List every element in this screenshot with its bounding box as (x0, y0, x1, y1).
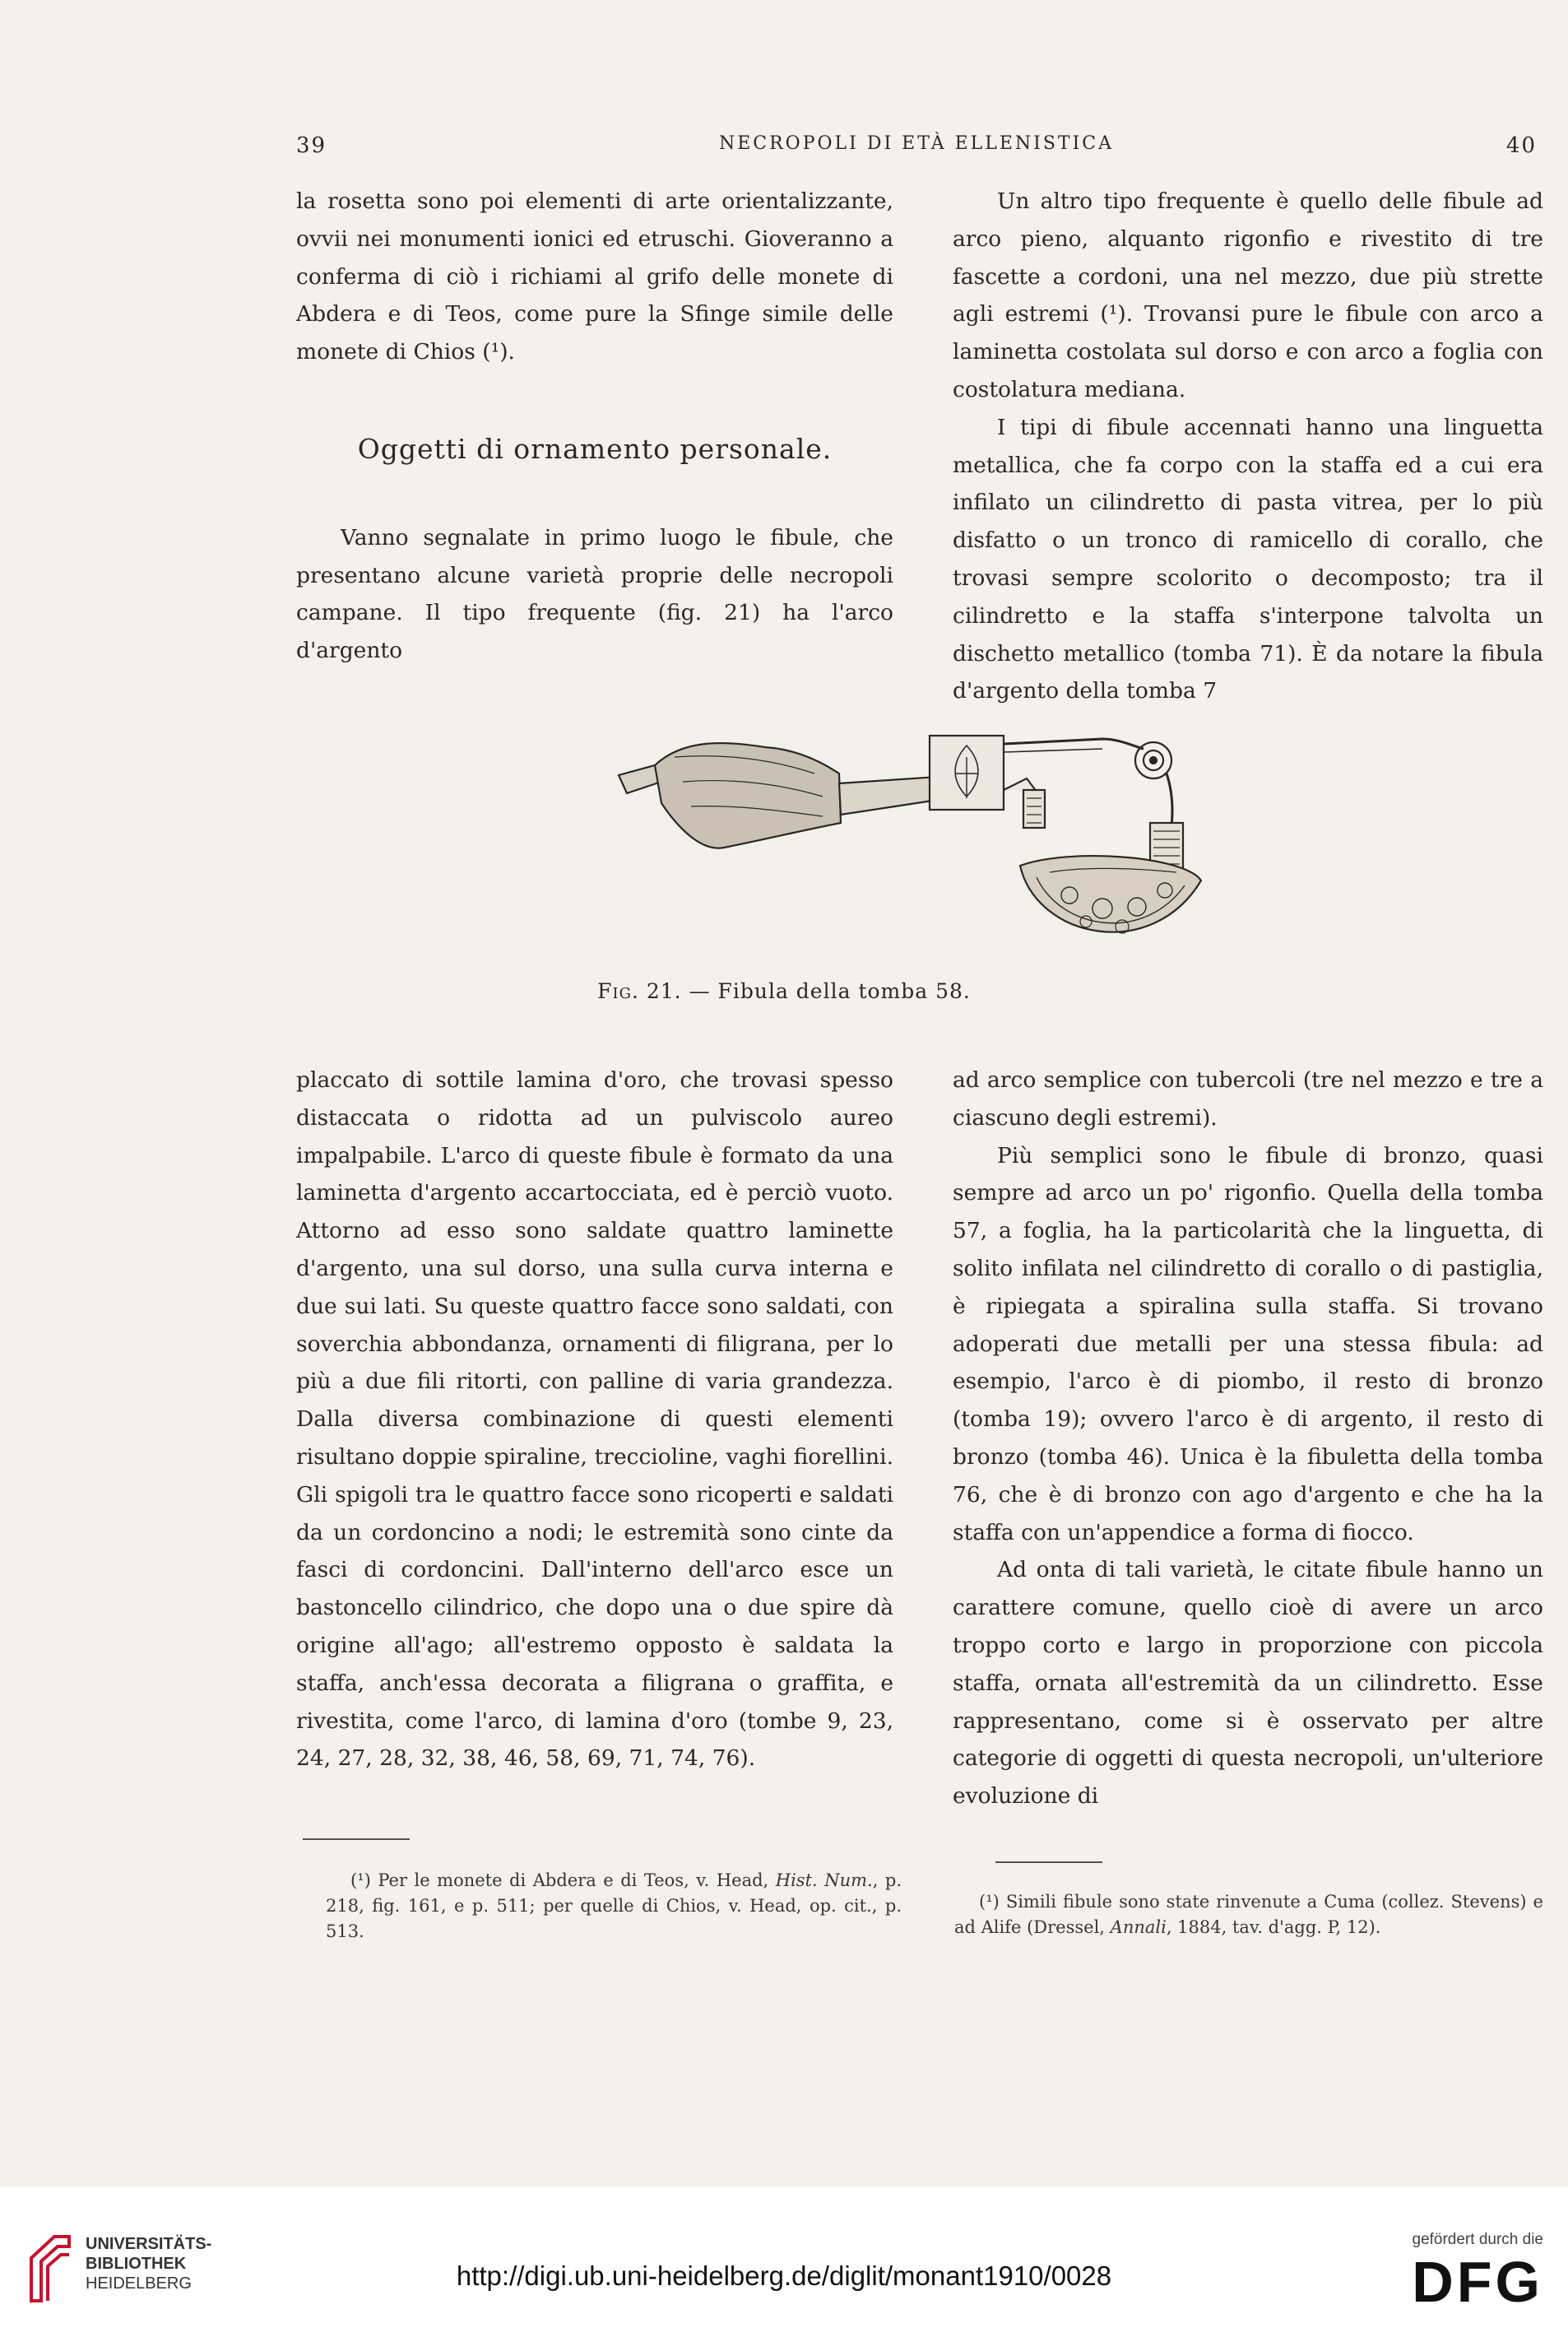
footnote-text: , p. 218, fig. 161, e p. 511; per quelle di Chios, v. Head, op. cit., p. 513. (326, 1870, 902, 1941)
paragraph: Ad onta di tali varietà, le citate fibule hanno un carattere comune, quello cioè di avere un arco troppo corto e largo in proporzione con piccola staffa, ornata all'estremità da un cilindretto. Esse rappresentano, come si è osservato per altre categorie di oggetti di questa necropoli, un'ulteriore evoluzione di (953, 1557, 1543, 1810)
paragraph: Più semplici sono le fibule di bronzo, quasi sempre ad arco un po' rigonfio. Quella della tomba 57, a foglia, ha la particolarità che la linguetta, di solito infilata nel cilindretto di corallo o di pastiglia, è ripiegata a spiralina sulla staffa. Si trovano adoperati due metalli per una stessa fibula: ad esempio, l'arco è di piombo, il resto di bronzo (tomba 19); ovvero l'arco è di argento, il resto di bronzo (tomba 46). Unica è la fibuletta della tomba 76, che è di bronzo con ago d'argento e che ha la staffa con un'appendice a forma di fiocco. (953, 1142, 1543, 1545)
figure-caption (0, 979, 1568, 1003)
funding-label: gefördert durch die (1412, 2231, 1543, 2248)
paragraph: Un altro tipo frequente è quello delle fibule ad arco pieno, alquanto rigonfio e rivestito di tre fascette a cordoni, una nel mezzo, due più strette agli estremi (¹). Trovansi pure le fibule con arco a laminetta costolata sul dorso e con arco a foglia con costolatura mediana. (953, 188, 1543, 402)
running-title: NECROPOLI DI ETÀ ELLENISTICA (718, 133, 1115, 154)
left-column-bottom (296, 1062, 893, 1777)
footnote-text: , 1884, tav. d'agg. P, 12). (1166, 1917, 1381, 1937)
page-number-right: 40 (1505, 133, 1537, 158)
figure-caption-text: — Fibula della tomba 58. (689, 979, 971, 1003)
source-url-link[interactable]: http://digi.ub.uni-heidelberg.de/diglit/monant1910/0028 (456, 2260, 1112, 2291)
footnote-mark: (¹) (350, 1870, 371, 1890)
left-column-top (296, 183, 893, 670)
page-number-left: 39 (296, 133, 327, 158)
footnote-text: Simili fibule sono state rinvenute a Cuma (collez. Stevens) e ad Alife (Dressel, (954, 1892, 1543, 1937)
footnote-text: Per le monete di Abdera e di Teos, v. Head, (370, 1870, 776, 1890)
fibula-illustration (576, 724, 1250, 971)
footer-bar (0, 2186, 1568, 2351)
paragraph: la rosetta sono poi elementi di arte orientalizzante, ovvii nei monumenti ionici ed etruschi. Gioveranno a conferma di ciò i richiami al grifo delle monete di Abdera e di Teos, come pure la Sfinge simile delle monete di Chios (¹). (296, 188, 893, 365)
dfg-logo-icon: DFG (1412, 2250, 1543, 2314)
library-name-line: HEIDELBERG (86, 2274, 192, 2293)
footnote-right (954, 1889, 1543, 1940)
paragraph: I tipi di fibule accennati hanno una linguetta metallica, che fa corpo con la staffa ed a cui era infilato un cilindretto di pasta vitrea, per lo più disfatto o un tronco di ramicello di corallo, che trovasi sempre scolorito o decomposto; tra il cilindretto e la staffa s'interpone talvolta un dischetto metallico (tomba 71). È da notare la fibula d'argento della tomba 7 (953, 414, 1543, 704)
footnote-left (326, 1868, 902, 1944)
paragraph: placcato di sottile lamina d'oro, che trovasi spesso distaccata o ridotta ad un pulviscolo aureo impalpabile. L'arco di queste fibule è formato da una laminetta d'argento accartocciata, ed è perciò vuoto. Attorno ad esso sono saldate quattro laminette d'argento, una sul dorso, una sulla curva interna e due sui lati. Su queste quattro facce sono saldati, con soverchia abbondanza, ornamenti di filigrana, per lo più a due fili ritorti, con palline di varia grandezza. Dalla diversa combinazione di questi elementi risultano doppie spiraline, treccioline, vaghi fiorellini. Gli spigoli tra le quattro facce sono ricoperti e saldati da un cordoncino a nodi; le estremità sono cinte da fasci di cordoncini. Dall'interno dell'arco esce un bastoncello cilindrico, che dopo una o due spire dà origine all'ago; all'estremo opposto è saldata la staffa, anch'essa decorata a filigrana o graffita, e rivestita, come l'arco, di lamina d'oro (tombe 9, 23, 24, 27, 28, 32, 38, 46, 58, 69, 71, 74, 76). (296, 1067, 893, 1772)
library-name-line: BIBLIOTHEK (86, 2255, 187, 2273)
footnote-rule-left (303, 1838, 410, 1840)
running-header (296, 133, 1537, 166)
section-heading: Oggetti di ornamento personale. (357, 432, 833, 465)
right-column-top (953, 183, 1543, 710)
paragraph: Vanno segnalate in primo luogo le fibule, che presentano alcune varietà proprie delle necropoli campane. Il tipo frequente (fig. 21) ha l'arco d'argento (296, 524, 893, 664)
footnote-mark: (¹) (979, 1892, 1000, 1912)
figure-label: Fig. 21. (597, 979, 682, 1003)
funding-credit (1379, 2231, 1543, 2315)
library-name-line: UNIVERSITÄTS- (86, 2235, 212, 2253)
footnote-italic: Annali (1110, 1917, 1167, 1937)
paragraph: ad arco semplice con tubercoli (tre nel mezzo e tre a ciascuno degli estremi). (953, 1067, 1543, 1131)
footnote-rule-right (995, 1861, 1102, 1863)
footnote-italic: Hist. Num. (775, 1870, 873, 1890)
right-column-bottom (953, 1062, 1543, 1815)
